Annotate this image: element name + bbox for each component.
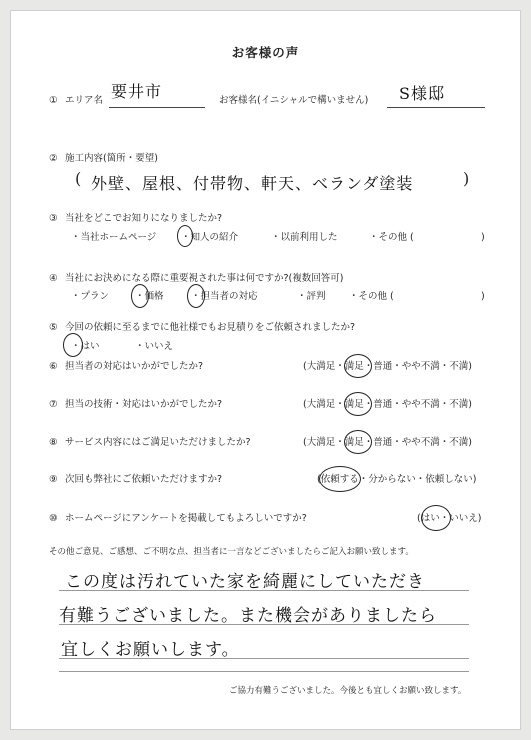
q3-referral-mark (177, 225, 193, 247)
comments-prompt: その他ご意見、ご感想、ご不明な点、担当者に一言などございましたらご記入お願い致します。 (49, 547, 414, 557)
q2-number: ② (49, 153, 58, 164)
comment-rule-4 (59, 671, 469, 672)
q4-option-reputation: ・評判 (297, 291, 326, 302)
q4-option-other-close: ) (481, 291, 485, 302)
q3-option-other-close: ) (481, 232, 485, 243)
work-value: 外壁、屋根、付帯物、軒天、ベランダ塗装 (91, 174, 414, 193)
area-value: 要井市 (111, 82, 163, 101)
q7-question: 担当の技術・対応はいかがでしたか? (65, 399, 223, 410)
comment-line-3: 宜しくお願いします。 (61, 640, 240, 660)
q10-question: ホームページにアンケートを掲載してもよろしいですか? (65, 513, 307, 524)
comment-line-2: 有難うございました。また機会がありましたら (59, 606, 437, 626)
comment-rule-3 (59, 658, 469, 659)
q10-scale: (はい・いいえ) (417, 513, 482, 524)
q9-request-mark (319, 466, 361, 492)
customer-name-value: S様邸 (399, 84, 445, 103)
survey-sheet (10, 10, 521, 730)
q4-question: 当社にお決めになる際に重要視された事は何ですか?(複数回答可) (65, 273, 344, 284)
q3-option-referral: ・知人の紹介 (181, 232, 239, 243)
customer-name-label: お客様名(イニシャルで構いません) (219, 95, 369, 106)
q5-yes-mark (63, 333, 83, 357)
area-underline (109, 107, 205, 108)
q5-option-no: ・いいえ (135, 341, 174, 352)
area-label: エリア名 (65, 95, 104, 106)
q7-satisfied-mark (344, 392, 372, 416)
comment-rule-2 (59, 624, 469, 625)
work-paren-open: ( (75, 169, 82, 188)
q3-option-previous: ・以前利用した (271, 232, 338, 243)
q6-question: 担当者の対応はいかがでしたか? (65, 361, 204, 372)
q1-number: ① (49, 95, 58, 106)
customer-name-underline (387, 107, 485, 108)
q3-number: ③ (49, 213, 58, 224)
q10-number: ⑩ (49, 513, 58, 524)
q3-option-other: ・その他 ( (369, 232, 414, 243)
q5-option-yes: ・はい (71, 341, 100, 352)
q3-question: 当社をどこでお知りになりましたか? (65, 213, 223, 224)
q8-satisfied-mark (344, 430, 372, 454)
q8-scale: (大満足・満足・普通・やや不満・不満) (303, 437, 472, 448)
q10-yes-mark (421, 505, 451, 531)
q6-satisfied-mark (344, 354, 372, 378)
q4-option-price: ・価格 (135, 291, 164, 302)
q9-number: ⑨ (49, 474, 58, 485)
q3-option-homepage: ・当社ホームページ (71, 232, 157, 243)
page-title: お客様の声 (231, 45, 300, 60)
q9-scale: (依頼する・分からない・依頼しない) (317, 474, 477, 485)
q4-staff-mark (187, 284, 205, 308)
footer-thanks: ご協力有難うございました。今後とも宜しくお願い致します。 (229, 686, 467, 696)
q8-question: サービス内容にはご満足いただけましたか? (65, 437, 251, 448)
q6-scale: (大満足・満足・普通・やや不満・不満) (303, 361, 472, 372)
work-paren-close: ) (463, 169, 470, 188)
q4-option-other: ・その他 ( (349, 291, 394, 302)
q5-question: 今回の依頼に至るまでに他社様でもお見積りをご依頼されましたか? (65, 322, 356, 333)
q9-question: 次回も弊社にご依頼いただけますか? (65, 474, 223, 485)
q4-number: ④ (49, 273, 58, 284)
q7-number: ⑦ (49, 399, 58, 410)
q5-number: ⑤ (49, 322, 58, 333)
work-label: 施工内容(箇所・要望) (65, 153, 158, 164)
comment-line-1: この度は汚れていた家を綺麗にしていただき (65, 572, 425, 592)
q4-option-staff: ・担当者の対応 (191, 291, 258, 302)
q7-scale: (大満足・満足・普通・やや不満・不満) (303, 399, 472, 410)
q6-number: ⑥ (49, 361, 58, 372)
comment-rule-1 (59, 590, 469, 591)
q4-price-mark (131, 284, 149, 308)
q4-option-plan: ・プラン (71, 291, 110, 302)
q8-number: ⑧ (49, 437, 58, 448)
